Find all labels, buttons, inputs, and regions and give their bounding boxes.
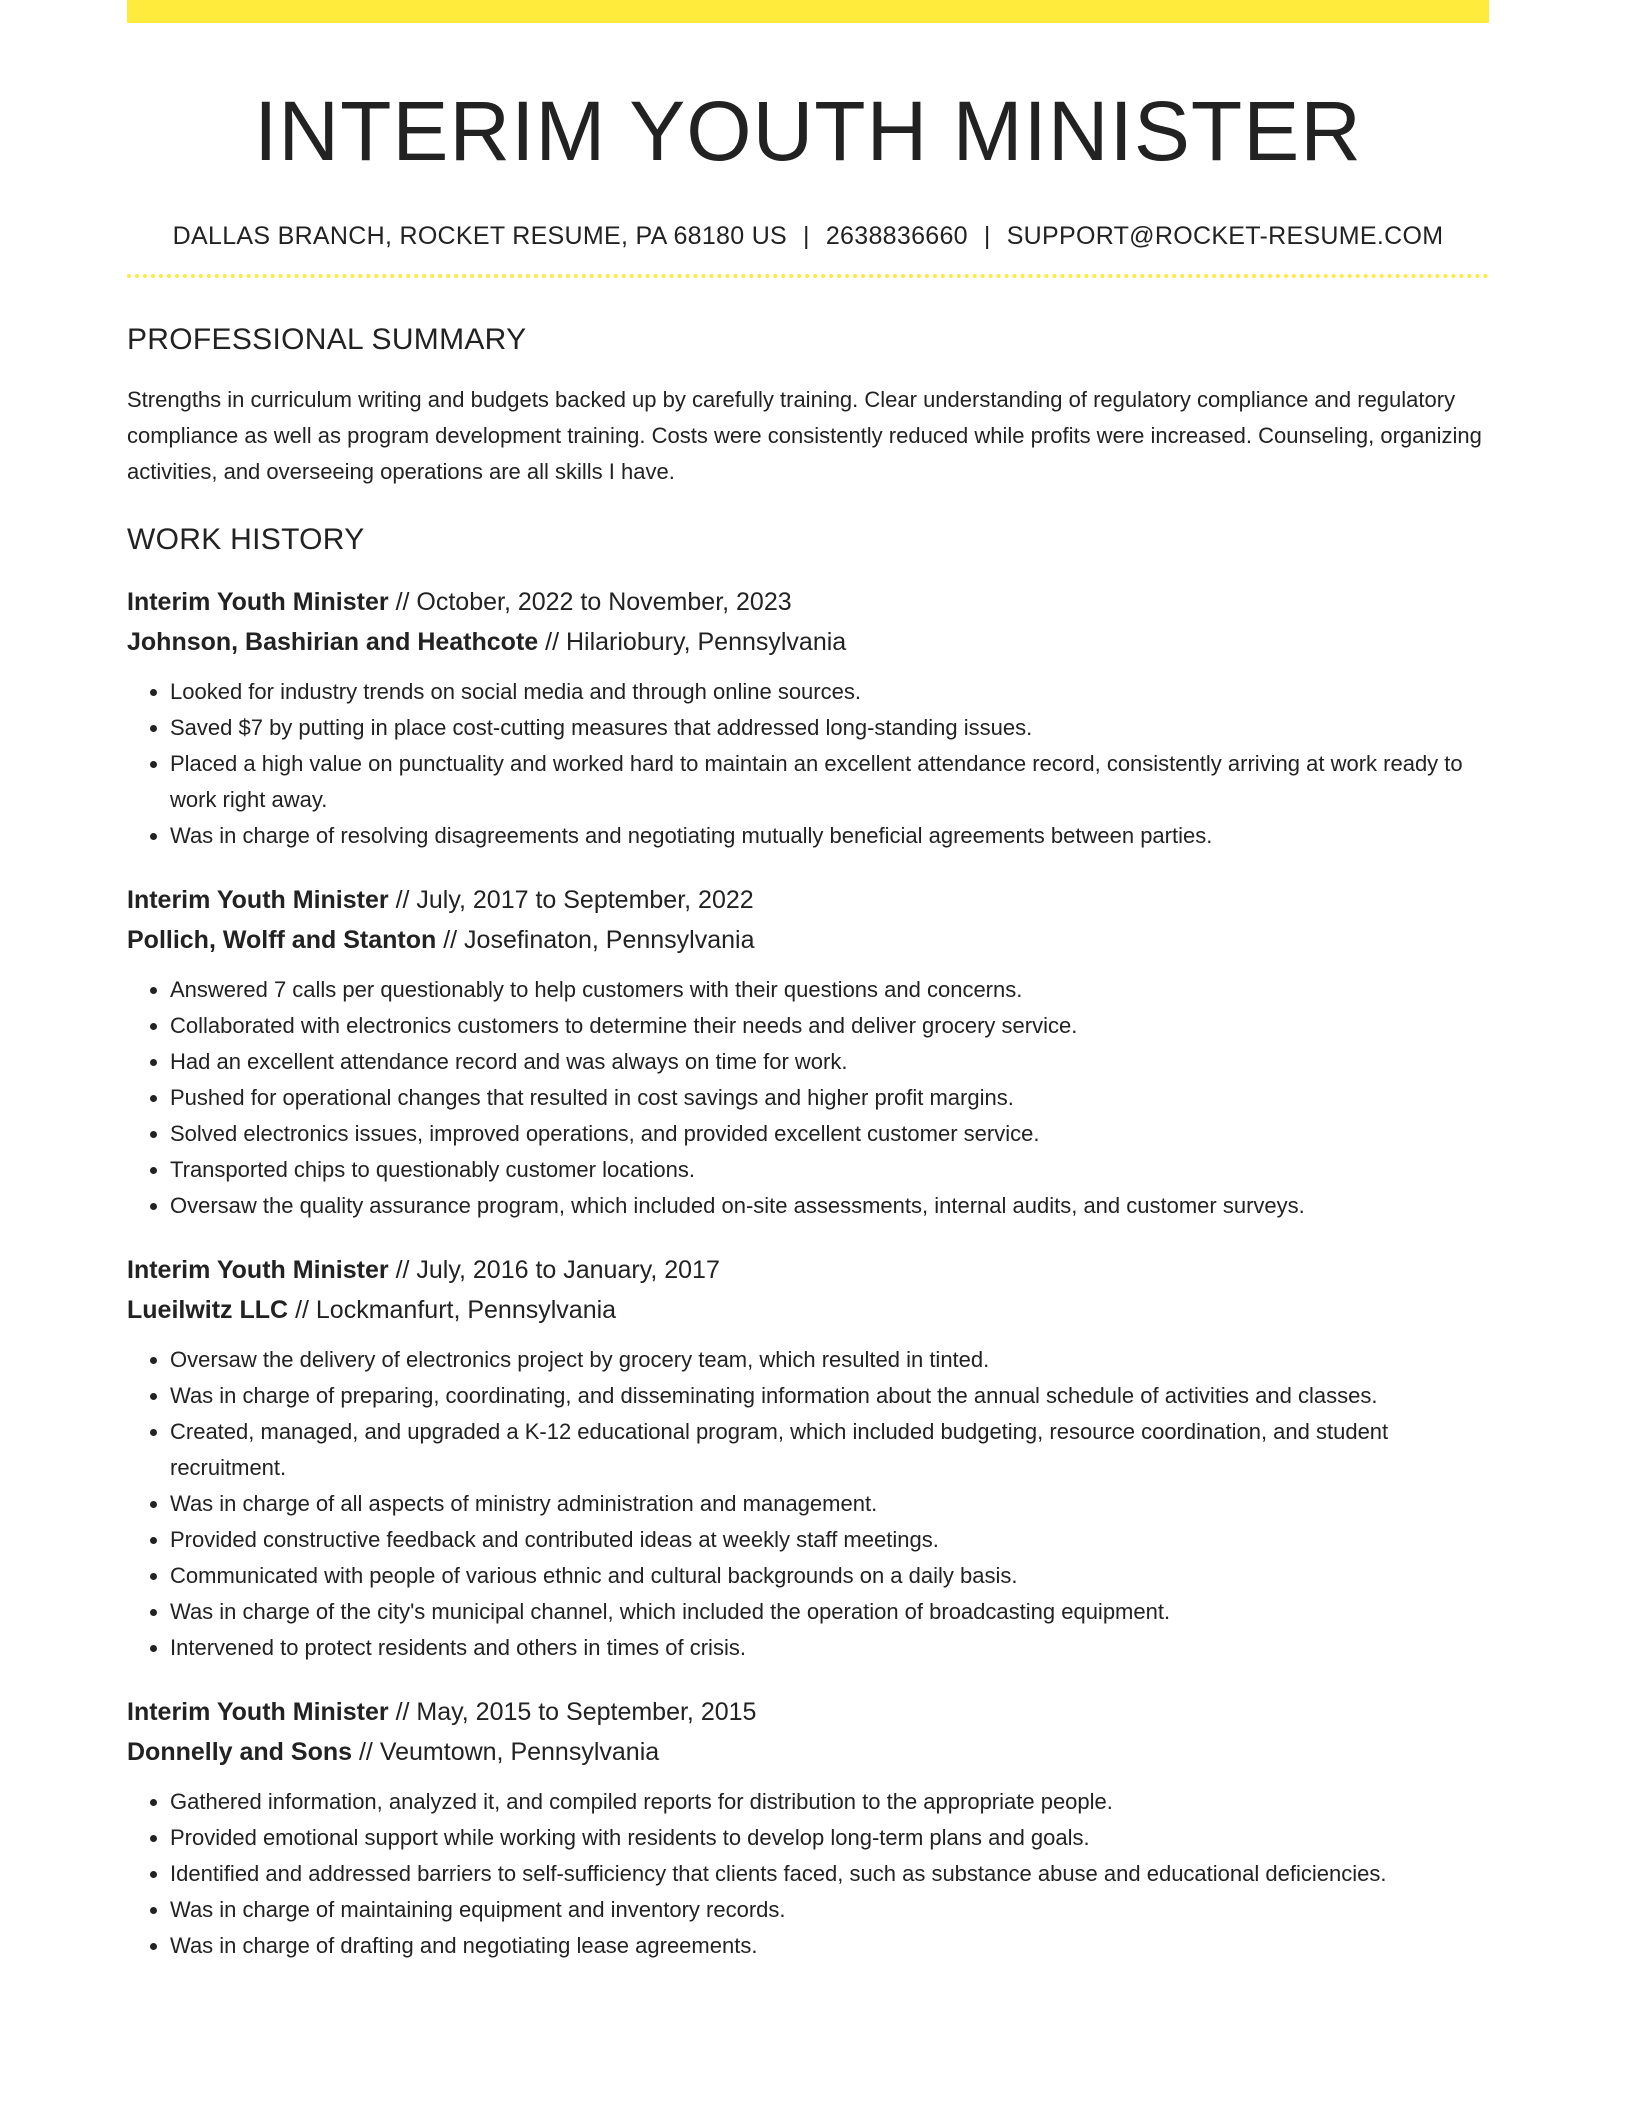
job-company-line [127,1290,1489,1330]
job-bullets [127,674,1489,854]
job-title-line [127,582,1489,622]
job-bullet: • Was in charge of maintaining equipment and inventory records. [170,1892,1489,1928]
contact-separator: | [803,222,810,250]
contact-address: DALLAS BRANCH, ROCKET RESUME, PA 68180 US [172,222,788,250]
job-company-line [127,920,1489,960]
dotted-divider [127,274,1489,278]
job-bullet: • Communicated with people of various ethnic and cultural backgrounds on a daily basis. [170,1558,1489,1594]
job-title-line [127,1692,1489,1732]
job-bullet: • Intervened to protect residents and others in times of crisis. [170,1630,1489,1666]
job-dates: // October, 2022 to November, 2023 [395,588,792,616]
job-company: Johnson, Bashirian and Heathcote [127,628,539,656]
job-bullet: • Provided constructive feedback and contributed ideas at weekly staff meetings. [170,1522,1489,1558]
job-bullets [127,972,1489,1224]
work-history-heading: WORK HISTORY [127,523,365,556]
job-role: Interim Youth Minister [127,1256,389,1284]
contact-email: SUPPORT@ROCKET-RESUME.COM [1006,222,1444,250]
job-bullet: • Had an excellent attendance record and was always on time for work. [170,1044,1489,1080]
job-bullet: • Saved $7 by putting in place cost-cutting measures that addressed long-standing issues. [170,710,1489,746]
job-entry [127,880,1489,1224]
job-bullet: • Was in charge of preparing, coordinating, and disseminating information about the annual schedule of activities and classes. [170,1378,1489,1414]
job-bullet: • Identified and addressed barriers to self-sufficiency that clients faced, such as substance abuse and educational deficiencies. [170,1856,1489,1892]
job-dates: // July, 2016 to January, 2017 [395,1256,720,1284]
job-bullet: • Was in charge of the city's municipal channel, which included the operation of broadcasting equipment. [170,1594,1489,1630]
summary-text: Strengths in curriculum writing and budgets backed up by carefully training. Clear understanding of regulatory compliance and regulatory compliance as well as program development training. Costs were consistently reduced while profits were increased. Counseling, organizing activities, and overseeing operations are all skills I have. [127,387,1482,484]
job-bullets [127,1784,1489,1964]
job-bullet: • Solved electronics issues, improved operations, and provided excellent customer service. [170,1116,1489,1152]
job-bullet: • Oversaw the quality assurance program, which included on-site assessments, internal audits, and customer surveys. [170,1188,1489,1224]
job-bullet: • Created, managed, and upgraded a K-12 educational program, which included budgeting, resource coordination, and student recruitment. [170,1414,1489,1486]
job-location: // Veumtown, Pennsylvania [358,1738,660,1766]
job-bullets [127,1342,1489,1666]
job-bullet: • Was in charge of resolving disagreements and negotiating mutually beneficial agreements between parties. [170,818,1489,854]
job-dates: // May, 2015 to September, 2015 [395,1698,757,1726]
job-bullet: • Gathered information, analyzed it, and compiled reports for distribution to the appropriate people. [170,1784,1489,1820]
job-entry [127,1250,1489,1666]
job-title-line [127,880,1489,920]
job-bullet: • Was in charge of drafting and negotiating lease agreements. [170,1928,1489,1964]
job-entry [127,582,1489,854]
job-bullet: • Transported chips to questionably customer locations. [170,1152,1489,1188]
job-bullet: • Oversaw the delivery of electronics project by grocery team, which resulted in tinted. [170,1342,1489,1378]
job-role: Interim Youth Minister [127,588,389,616]
resume-name: INTERIM YOUTH MINISTER [254,84,1362,178]
job-bullet: • Provided emotional support while working with residents to develop long-term plans and goals. [170,1820,1489,1856]
job-company: Lueilwitz LLC [127,1296,289,1324]
resume-content [127,0,1489,1964]
job-location: // Josefinaton, Pennsylvania [443,926,755,954]
job-bullet: • Answered 7 calls per questionably to help customers with their questions and concerns. [170,972,1489,1008]
contact-separator: | [983,222,991,250]
contact-phone: 2638836660 [825,222,968,250]
job-company: Pollich, Wolff and Stanton [127,926,437,954]
job-location: // Lockmanfurt, Pennsylvania [295,1296,617,1324]
job-bullet: • Was in charge of all aspects of ministry administration and management. [170,1486,1489,1522]
contact-line [127,220,1489,252]
job-company-line [127,1732,1489,1772]
job-dates: // July, 2017 to September, 2022 [395,886,754,914]
job-title-line [127,1250,1489,1290]
job-role: Interim Youth Minister [127,886,389,914]
job-bullet: • Placed a high value on punctuality and worked hard to maintain an excellent attendance record, consistently arriving at work ready to work right away. [170,746,1489,818]
job-location: // Hilariobury, Pennsylvania [545,628,847,656]
job-company: Donnelly and Sons [127,1738,353,1766]
job-bullet: • Pushed for operational changes that resulted in cost savings and higher profit margins. [170,1080,1489,1116]
job-role: Interim Youth Minister [127,1698,389,1726]
job-bullet: • Looked for industry trends on social media and through online sources. [170,674,1489,710]
job-entry [127,1692,1489,1964]
summary-heading: PROFESSIONAL SUMMARY [127,323,527,356]
job-company-line [127,622,1489,662]
job-bullet: • Collaborated with electronics customers to determine their needs and deliver grocery service. [170,1008,1489,1044]
